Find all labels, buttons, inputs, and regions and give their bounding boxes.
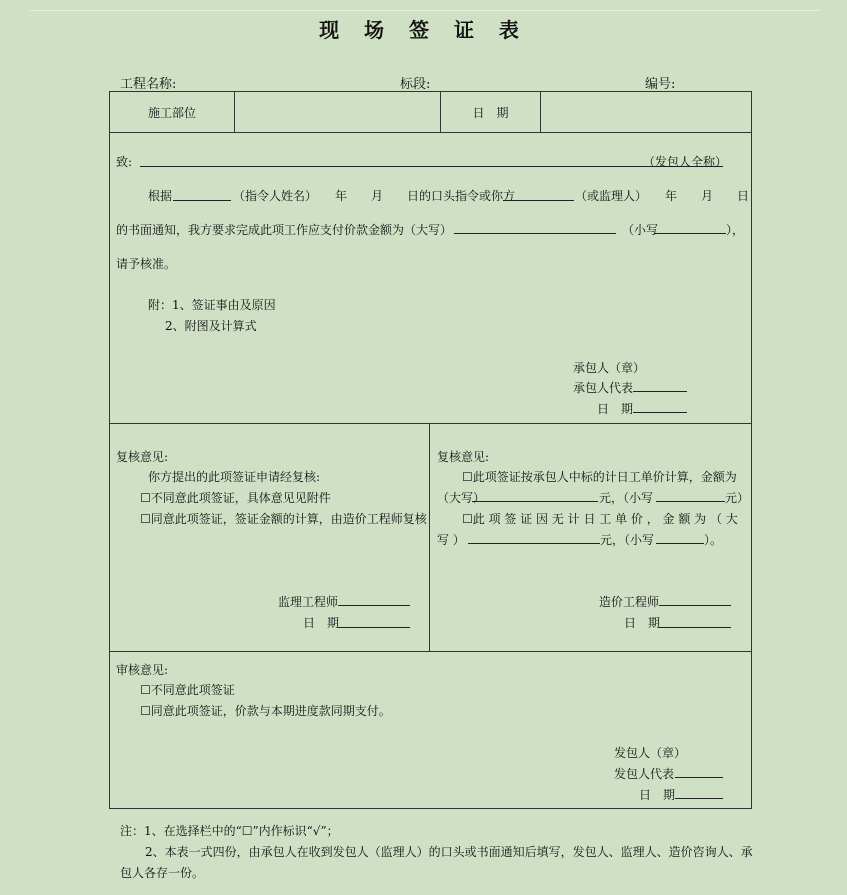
amount-request-text: 的书面通知，我方要求完成此项工作应支付价款金额为（大写） (116, 223, 453, 237)
contractor-date-label: 日 期 (597, 402, 634, 416)
contractor-rep-field[interactable] (633, 391, 687, 392)
close-paren: ）， (726, 223, 745, 237)
write-label: 写 ） (437, 533, 465, 547)
note-2-cont: 包人各存一份。 (120, 866, 205, 880)
amount-lowercase-field[interactable] (654, 233, 726, 234)
to-label: 致: (116, 155, 133, 169)
contractor-rep-label: 承包人代表 (573, 381, 634, 395)
divider (234, 91, 235, 132)
disagree-option[interactable]: ☐不同意此项签证，具体意见见附件 (140, 491, 331, 505)
employer-rep-field[interactable] (675, 777, 723, 778)
audit-disagree-option[interactable]: ☐不同意此项签证 (140, 683, 235, 697)
divider (109, 132, 751, 133)
section-label: 标段: (400, 77, 431, 92)
note-1: 注：1、在选择栏中的“☐”内作标识“√”； (120, 824, 339, 838)
contractor-date-field[interactable] (633, 412, 687, 413)
amount-uppercase-field[interactable] (454, 233, 616, 234)
employer-date-label: 日 期 (639, 788, 676, 802)
supervisor-label: 监理工程师 (278, 595, 339, 609)
daywork-amount-lowercase[interactable] (656, 501, 725, 502)
form-title: 现 场 签 证 表 (319, 18, 528, 42)
cost-engineer-field[interactable] (659, 605, 731, 606)
divider (109, 651, 751, 652)
right-review-title: 复核意见: (437, 450, 490, 464)
employer-name-field[interactable] (140, 166, 723, 167)
cost-engineer-label: 造价工程师 (599, 595, 660, 609)
attachment-1: 附：1、签证事由及原因 (148, 298, 276, 312)
notice-ref-field[interactable] (503, 200, 574, 201)
close-paren-2: ）。 (704, 533, 723, 547)
cost-engineer-date-field[interactable] (659, 627, 731, 628)
no-daywork-amount-uppercase[interactable] (468, 543, 600, 544)
yuan-close: 元） (725, 491, 750, 505)
yuan-lowercase-2: 元，（小写 (600, 533, 655, 547)
supervisor-date-label: 日 期 (303, 616, 340, 630)
employer-seal: 发包人（章） (614, 746, 687, 760)
supervisor-date-field[interactable] (338, 627, 410, 628)
agree-option[interactable]: ☐同意此项签证，签证金额的计算，由造价工程师复核 (140, 512, 427, 526)
audit-title: 审核意见: (116, 663, 169, 677)
construction-location-label: 施工部位 (147, 106, 196, 120)
supervisor-field[interactable] (338, 605, 410, 606)
yuan-lowercase: 元，（小写 (599, 491, 654, 505)
attachment-2: 2、附图及计算式 (165, 319, 257, 333)
number-label: 编号: (645, 77, 676, 92)
date-label: 日 期 (472, 106, 509, 120)
basis-text-3: （或监理人） 年 月 日 (575, 189, 750, 203)
employer-date-field[interactable] (675, 798, 723, 799)
no-daywork-amount-lowercase[interactable] (656, 543, 704, 544)
no-daywork-option[interactable]: ☐此 项 签 证 因 无 计 日 工 单 价 ， 金 额 为 （ 大 (462, 512, 738, 526)
lowercase-label: （小写 (622, 223, 659, 237)
note-2: 2、本表一式四份，由承包人在收到发包人（监理人）的口头或书面通知后填写，发包人、监理人、造价咨询人、承 (145, 845, 753, 859)
daywork-option[interactable]: ☐此项签证按承包人中标的计日工单价计算，金额为 (462, 470, 737, 484)
left-review-title: 复核意见: (116, 450, 169, 464)
contractor-seal: 承包人（章） (573, 361, 646, 375)
employer-full-name-hint: （发包人全称） (643, 155, 728, 169)
divider (429, 423, 430, 651)
divider (109, 423, 751, 424)
project-name-label: 工程名称: (120, 77, 177, 92)
basis-text-2: （指令人姓名） 年 月 日的口头指令或你方 (233, 189, 516, 203)
basis-text: 根据 (148, 189, 173, 203)
uppercase-label: （大写） (437, 491, 486, 505)
employer-rep-label: 发包人代表 (614, 767, 675, 781)
audit-agree-option[interactable]: ☐同意此项签证，价款与本期进度款同期支付。 (140, 704, 391, 718)
cost-engineer-date-label: 日 期 (624, 616, 661, 630)
left-review-intro: 你方提出的此项签证申请经复核: (148, 470, 321, 484)
approval-request: 请予核准。 (116, 257, 177, 271)
instructor-name-field[interactable] (173, 200, 231, 201)
divider (540, 91, 541, 132)
daywork-amount-uppercase[interactable] (472, 501, 598, 502)
